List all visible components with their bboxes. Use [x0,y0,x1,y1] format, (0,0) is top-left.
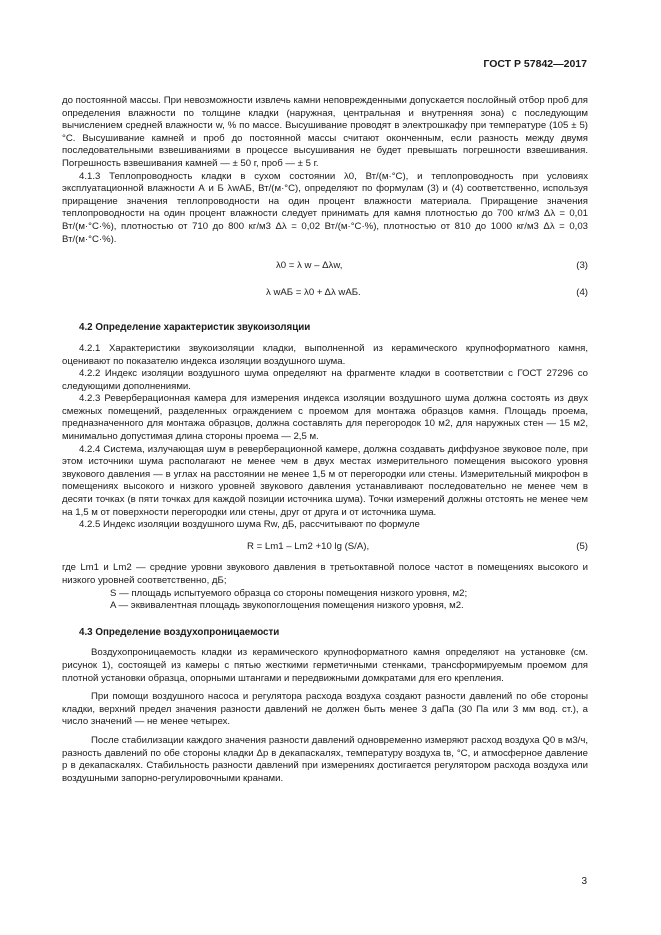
formula-4 [62,287,588,300]
paragraph: 4.2.1 Характеристики звукоизоляции кладки, выполненной из керамического крупноформатного камня, оценивают по показателю индекса изоляции воздушного шума. [62,342,588,367]
formula-number: (3) [576,260,588,272]
formula-3 [62,260,588,273]
formula-number: (4) [576,286,588,298]
page-number: 3 [581,876,587,887]
document-body [62,95,588,785]
paragraph: до постоянной массы. При невозможности извлечь камни неповрежденными допускается послойный отбор проб для определения влажности по толщине кладки (наружная, центральная и внутренняя зона) с последующим вычислением средней влажности w, % по массе. Высушивание проводят в электрошкафу при температуре (105 ± 5) °С. Высушивание камней и проб до постоянной массы считают оконченным, если разность между двумя последовательными взвешиваниями в процессе высушивания не будет превышать погрешности взвешивания. Погрешность взвешивания камней — ± 50 г, проб — ± 5 г. [62,95,588,169]
paragraph: При помощи воздушного насоса и регулятора расхода воздуха создают разности давлений по обе стороны кладки, верхний предел значения разности давлений не должен быть менее 3 даПа (30 Па или 3 мм вод. ст.), а число значений — не менее четырех. [62,691,588,728]
document-id: ГОСТ Р 57842—2017 [483,58,587,70]
paragraph: 4.2.3 Реверберационная камера для измерения индекса изоляции воздушного шума должна состоять из двух смежных помещений, разделенных ограждением с проемом для монтажа образцов камня. Площадь проема, предназначенного для монтажа образцов, должна составлять для перегородок 10 м2, для наружных стен — 15 м2, минимально допустимая длина стороны проема — 2,5 м. [62,393,588,443]
definition-where: где Lm1 и Lm2 — средние уровни звукового давления в третьоктавной полосе частот в помещениях высокого и низкого уровней соответственно, дБ; [62,562,588,586]
paragraph: 4.2.4 Система, излучающая шум в реверберационной камере, должна создавать диффузное звуковое поле, при этом источники шума располагают не менее чем в двух местах измерительного помещения высокого уровня звукового давления — в углах на расстоянии не менее 1,5 м от перегородки или стены. Измерительный микрофон в помещениях высокого и низкого уровней звукового давления устанавливают последовательно не менее чем в десяти точках (в пяти точках для каждой позиции источника шума). Точки измерений должны отстоять не менее чем на 1,5 м от поверхности перегородки или стены, друг от друга и от источника шума. [62,443,588,518]
formula-text: R = Lm1 – Lm2 +10 lg (S/A), [247,540,370,552]
section-heading: 4.3 Определение воздухопроницаемости [79,626,280,638]
paragraph: 4.2.5 Индекс изоляции воздушного шума Rw, дБ, рассчитывают по формуле [79,519,420,531]
definition-s: S — площадь испытуемого образца со стороны помещения низкого уровня, м2; [110,587,468,599]
formula-5 [62,541,588,554]
paragraph: После стабилизации каждого значения разности давлений одновременно измеряют расход воздуха Q0 в м3/ч, разность давлений по обе стороны кладки Δp в декапаскалях, температуру воздуха tв, °С, и атмосферное давление p в декапаскалях. Стабильность разности давлений при измерениях достигается регулятором расхода воздуха или воздушными запорно-регулировочными кранами. [62,734,588,784]
paragraph: 4.2.2 Индекс изоляции воздушного шума определяют на фрагменте кладки в соответствии с ГОСТ 27296 со следующими дополнениями. [62,368,588,392]
formula-text: λ0 = λ w – Δλw, [276,260,343,272]
paragraph: 4.1.3 Теплопроводность кладки в сухом состоянии λ0, Вт/(м·°С), и теплопроводность при условиях эксплуатационной влажности А и Б λwАБ, Вт/(м·°С), определяют по формулам (3) и (4) соответственно, используя приращение значения теплопроводности на один процент влажности материала. Приращение значения теплопроводности на один процент влажности следует принимать для камня плотностью до 700 кг/м3 Δλ = 0,01 Вт/(м·°С·%), плотностью от 710 до 800 кг/м3 Δλ = 0,02 Вт/(м·°С·%), плотностью от 810 до 1000 кг/м3 Δλ = 0,03 Вт/(м·°С·%). [62,170,588,245]
paragraph: Воздухопроницаемость кладки из керамического крупноформатного камня определяют на установке (см. рисунок 1), состоящей из камеры с пятью жесткими герметичными стенками, трансформируемым проемом для плотной установки образца, опорными штангами и передвижными домкратами для его крепления. [62,647,588,684]
section-heading: 4.2 Определение характеристик звукоизоляции [79,322,311,334]
formula-text: λ wАБ = λ0 + Δλ wАБ. [266,286,361,298]
definition-a: A — эквивалентная площадь звукопоглощения помещения низкого уровня, м2. [110,600,464,612]
formula-number: (5) [576,540,588,552]
